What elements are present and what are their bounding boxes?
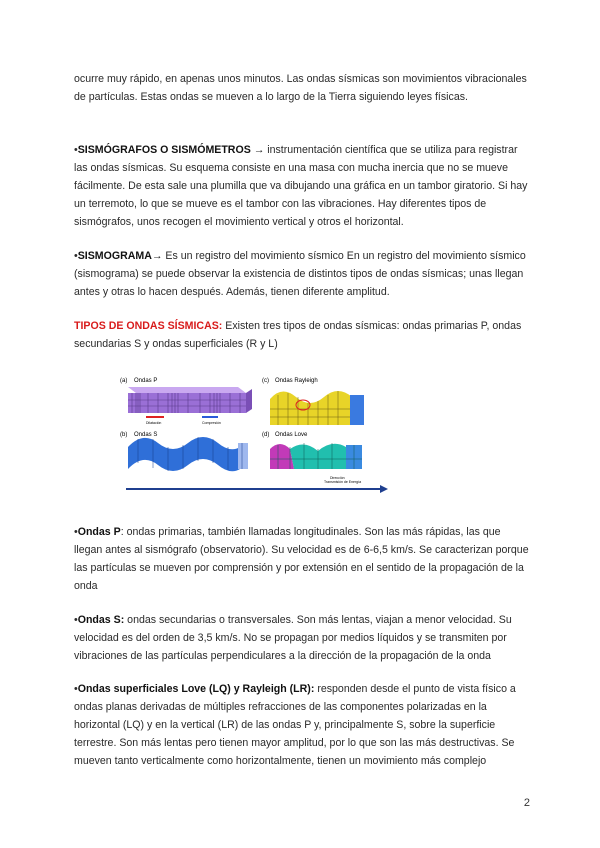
sismografos-term: SISMÓGRAFOS O SISMÓMETROS [77, 144, 251, 156]
propagation-arrow [126, 485, 388, 493]
bullet: • [74, 683, 78, 695]
s-wave-block [128, 437, 248, 471]
ondas-s-paragraph [74, 611, 530, 665]
label-b: (b) [120, 432, 128, 438]
ondas-p-paragraph [74, 523, 530, 595]
seismic-waves-figure [118, 373, 388, 495]
sismograma-paragraph [74, 247, 530, 301]
ondas-superficiales-text: responden desde el punto de vista físico a ondas planas derivadas de múltiples refracciones de las componentes polarizadas en la horizontal (LQ) y en la vertical (LR) de las ondas P y, principalmente S, sobre la superficie terrestre. Son más lentas pero tienen mayor amplitud, por lo que son las más destructivas. Se mueven tanto verticalmente como horizontalmente, tienen un movimiento más complejo [74, 683, 516, 767]
bullet: • [74, 526, 78, 538]
tipos-paragraph [74, 317, 530, 353]
transmision-label: Transmisión de Energía [324, 480, 362, 484]
direccion-label: Dirección [330, 476, 345, 480]
ondas-s-text: ondas secundarias o transversales. Son más lentas, viajan a menor velocidad. Su velocidad es del orden de 3,5 km/s. No se propagan por medios líquidos y se transmiten por vibraciones de las partículas perpendiculares a la dirección de la propagación de la onda [74, 614, 512, 662]
rayleigh-wave-block [270, 391, 364, 425]
ondas-superficiales-term: Ondas superficiales Love (LQ) y Rayleigh (LR): [77, 683, 315, 695]
page-number: 2 [523, 797, 530, 809]
bullet: • [74, 614, 78, 626]
title-ondas-rayleigh: Ondas Rayleigh [275, 378, 318, 384]
ondas-p-term: Ondas P [77, 526, 121, 538]
compresion-label: Compresión [202, 421, 221, 425]
label-c: (c) [262, 378, 269, 384]
ondas-p-text: : ondas primarias, también llamadas longitudinales. Son las más rápidas, las que llegan antes al sismógrafo (observatorio). Su velocidad es de 6-6,5 km/s. Se caracterizan porque las partículas se mueven por comprensión y por extensión en el sentido de la propagación de la onda [74, 526, 529, 592]
tipos-text: Existen tres tipos de ondas sísmicas: ondas primarias P, ondas secundarias S y ondas superficiales (R y L) [74, 320, 522, 350]
title-ondas-p: Ondas P [134, 378, 158, 384]
ondas-superficiales-paragraph [74, 680, 530, 770]
love-wave-block [270, 443, 362, 469]
ondas-s-term: Ondas S: [77, 614, 125, 626]
label-d: (d) [262, 432, 270, 438]
bullet: • [74, 144, 78, 156]
sismograma-text: → Es un registro del movimiento sísmico En un registro del movimiento sísmico (sismograma) se puede observar la existencia de distintos tipos de ondas sísmicas; unas llegan antes y otras lo hacen después. Además, tienen diferente amplitud. [74, 250, 526, 298]
title-ondas-love: Ondas Love [275, 432, 308, 438]
sismografos-text: → instrumentación científica que se utiliza para registrar las ondas sísmicas. Su esquema consiste en una masa con mucha inercia que no se mueve fácilmente. De esta sale una plumilla que va dibujando una gráfica en un tambor giratorio. Si hay un terremoto, lo que se mueve es el tambor con las vibraciones. Hay diferentes tipos de sismógrafos, unos recogen el movimiento vertical y otros el horizontal. [74, 144, 528, 228]
p-wave-block [128, 387, 252, 417]
intro-paragraph: ocurre muy rápido, en apenas unos minutos. Las ondas sísmicas son movimientos vibracionales de partículas. Estas ondas se mueven a lo largo de la Tierra siguiendo leyes físicas. [74, 73, 527, 103]
dilatacion-label: Dilatación [146, 421, 162, 425]
sismograma-term: SISMOGRAMA [77, 250, 152, 262]
title-ondas-s: Ondas S [134, 432, 158, 438]
label-a: (a) [120, 378, 128, 384]
bullet: • [74, 250, 78, 262]
sismografos-paragraph [74, 141, 530, 231]
tipos-heading: TIPOS DE ONDAS SÍSMICAS: [74, 320, 223, 332]
